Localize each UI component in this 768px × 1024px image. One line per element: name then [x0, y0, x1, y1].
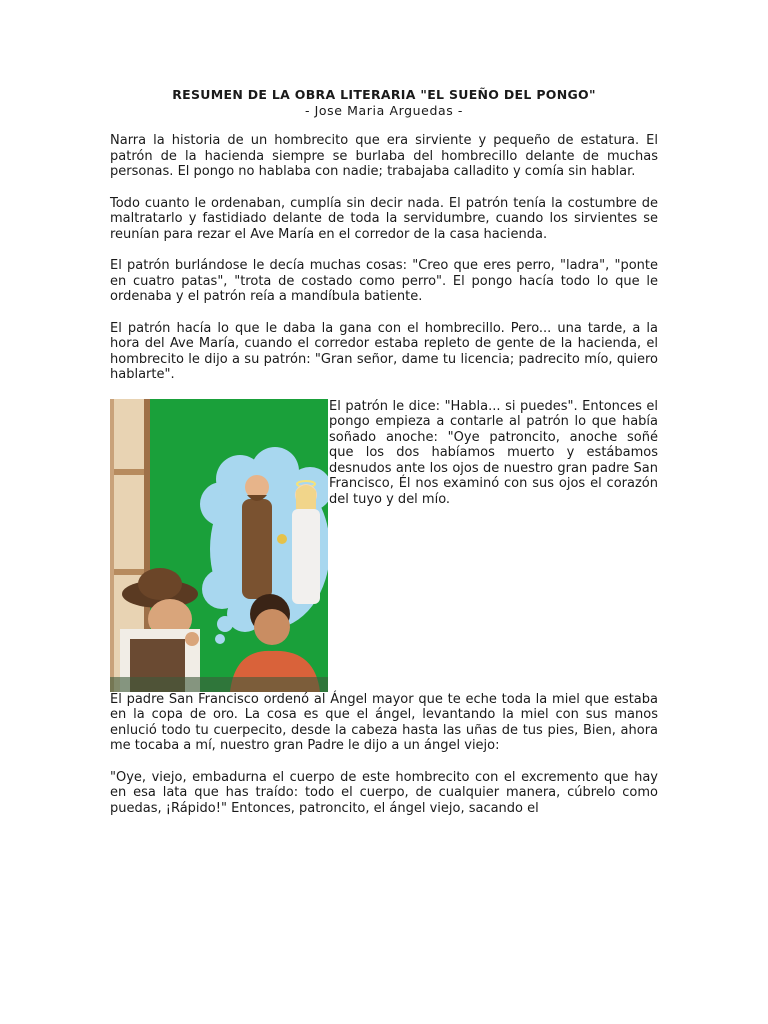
paragraph: "Oye, viejo, embadurna el cuerpo de este hombrecito con el excremento que hay en esa lata que has traído: todo el cuerpo, de cualquier manera, cúbrelo como puedas, ¡Rápido!" Entonces, patroncito, el ángel viejo, sacando el: [110, 769, 658, 816]
document-author: - Jose Maria Arguedas -: [304, 103, 464, 118]
story-illustration: [110, 399, 328, 692]
illustration-drawing: [110, 399, 328, 692]
document-title: RESUMEN DE LA OBRA LITERARIA "EL SUEÑO DEL PONGO": [172, 87, 596, 102]
paragraph: El padre San Francisco ordenó al Ángel mayor que te eche toda la miel que estaba en la copa de oro. La cosa es que el ángel, levantando la miel con sus manos enlució todo tu cuerpecito, desde la cabeza hasta las uñas de tus pies, Bien, ahora me tocaba a mí, nuestro gran Padre le dijo a un ángel viejo:: [110, 691, 658, 753]
paragraph: El patrón burlándose le decía muchas cosas: "Creo que eres perro, "ladra", "ponte en cuatro patas", "trota de costado como perro". El pongo hacía todo lo que le ordenaba y el patrón reía a mandíbula batiente.: [110, 258, 658, 304]
paragraph: Narra la historia de un hombrecito que era sirviente y pequeño de estatura. El patrón de la hacienda siempre se burlaba del hombrecillo delante de muchas personas. El pongo no hablaba con nadie; trabajaba calladito y comía sin hablar.: [110, 133, 658, 179]
paragraph: Todo cuanto le ordenaban, cumplía sin decir nada. El patrón tenía la costumbre de maltratarlo y fastidiado delante de toda la servidumbre, cuando los sirvientes se reunían para rezar el Ave María en el corredor de la casa hacienda.: [110, 195, 658, 242]
paragraph: El patrón le dice: "Habla... si puedes". Entonces el pongo empieza a contarle al patrón lo que había soñado anoche: "Oye patroncito, anoche soñé que los dos habíamos muerto y estábamos desnudos ante los ojos de nuestro gran padre San Francisco, Él nos examinó con sus ojos el corazón del tuyo y del mío.: [329, 398, 658, 507]
document-body: [110, 133, 658, 832]
paragraph: El patrón hacía lo que le daba la gana con el hombrecillo. Pero... una tarde, a la hora del Ave María, cuando el corredor estaba repleto de gente de la hacienda, el hombrecito le dijo a su patrón: "Gran señor, dame tu licencia; padrecito mío, quiero hablarte".: [110, 320, 658, 382]
